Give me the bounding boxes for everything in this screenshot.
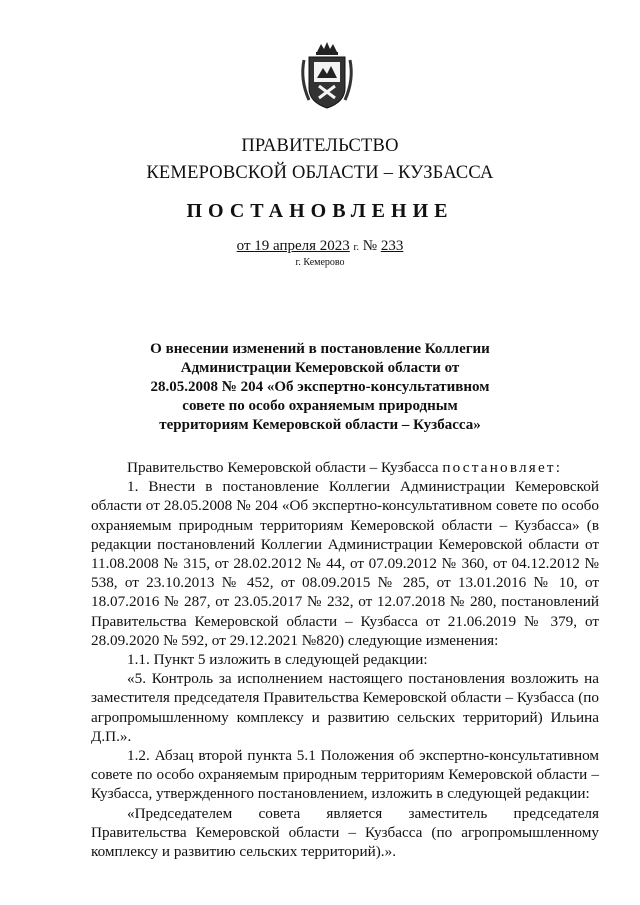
- paragraph-1-2: 1.2. Абзац второй пункта 5.1 Положения об экспертно-консультативном совете по особо охраняемым природным территориям Кемеровской области – Кузбасса, утвержденного постановлением, изложить в следующей редакции:: [91, 747, 599, 803]
- coat-of-arms-emblem: [297, 40, 357, 110]
- paragraph-1-1: 1.1. Пункт 5 изложить в следующей редакции:: [127, 651, 428, 669]
- kuzbass-coat-of-arms-icon: [297, 40, 357, 110]
- document-title: О внесении изменений в постановление Коллегии Администрации Кемеровской области от 28.05.2008 № 204 «Об экспертно-консультативном совете по особо охраняемым природным территориям Кемеровской области – Кузбасса»: [150, 341, 490, 433]
- document-date: 19 апреля 2023: [254, 238, 350, 254]
- document-body: [91, 458, 599, 861]
- intro-paragraph: [91, 458, 599, 477]
- intro-verb: постановляет:: [442, 459, 563, 476]
- document-city: г. Кемерово: [295, 257, 345, 268]
- year-abbr: г.: [353, 242, 360, 253]
- paragraph-1-2-quote: «Председателем совета является заместитель председателя Правительства Кемеровской области – Кузбасса (по агропромышленному комплексу и развитию сельских территорий).».: [91, 804, 599, 861]
- intro-prefix: Правительство Кемеровской области – Кузбасса: [127, 459, 439, 476]
- paragraph-1-1-quote: «5. Контроль за исполнением настоящего постановления возложить на заместителя председателя Правительства Кемеровской области – Кузбасса (по агропромышленному комплексу и развитию сельских территорий) Ильина Д.П.».: [91, 670, 599, 745]
- document-type: ПОСТАНОВЛЕНИЕ: [186, 200, 454, 222]
- number-sign: №: [362, 238, 378, 254]
- date-prefix: от: [236, 238, 251, 254]
- document-date-line: [0, 238, 640, 255]
- document-number: 233: [380, 238, 404, 254]
- org-name-line1: ПРАВИТЕЛЬСТВО: [241, 136, 399, 156]
- paragraph-1: 1. Внести в постановление Коллегии Администрации Кемеровской области от 28.05.2008 № 204 «Об экспертно-консультативном совете по особо охраняемым природным территориям Кемеровской области – Кузбасса» (в редакции постановлений Коллегии Администрации Кемеровской области от 11.08.2008 № 315, от 28.02.2012 № 44, от 07.09.2012 № 360, от 04.12.2012 № 538, от 23.10.2013 № 452, от 08.09.2015 № 285, от 13.01.2016 № 10, от 18.07.2016 № 287, от 23.05.2017 № 232, от 12.07.2018 № 280, постановлений Правительства Кемеровской области – Кузбасса от 21.06.2019 № 379, от 28.09.2020 № 592, от 29.12.2021 №820) следующие изменения:: [91, 478, 599, 649]
- org-name-line2: КЕМЕРОВСКОЙ ОБЛАСТИ – КУЗБАССА: [146, 163, 494, 183]
